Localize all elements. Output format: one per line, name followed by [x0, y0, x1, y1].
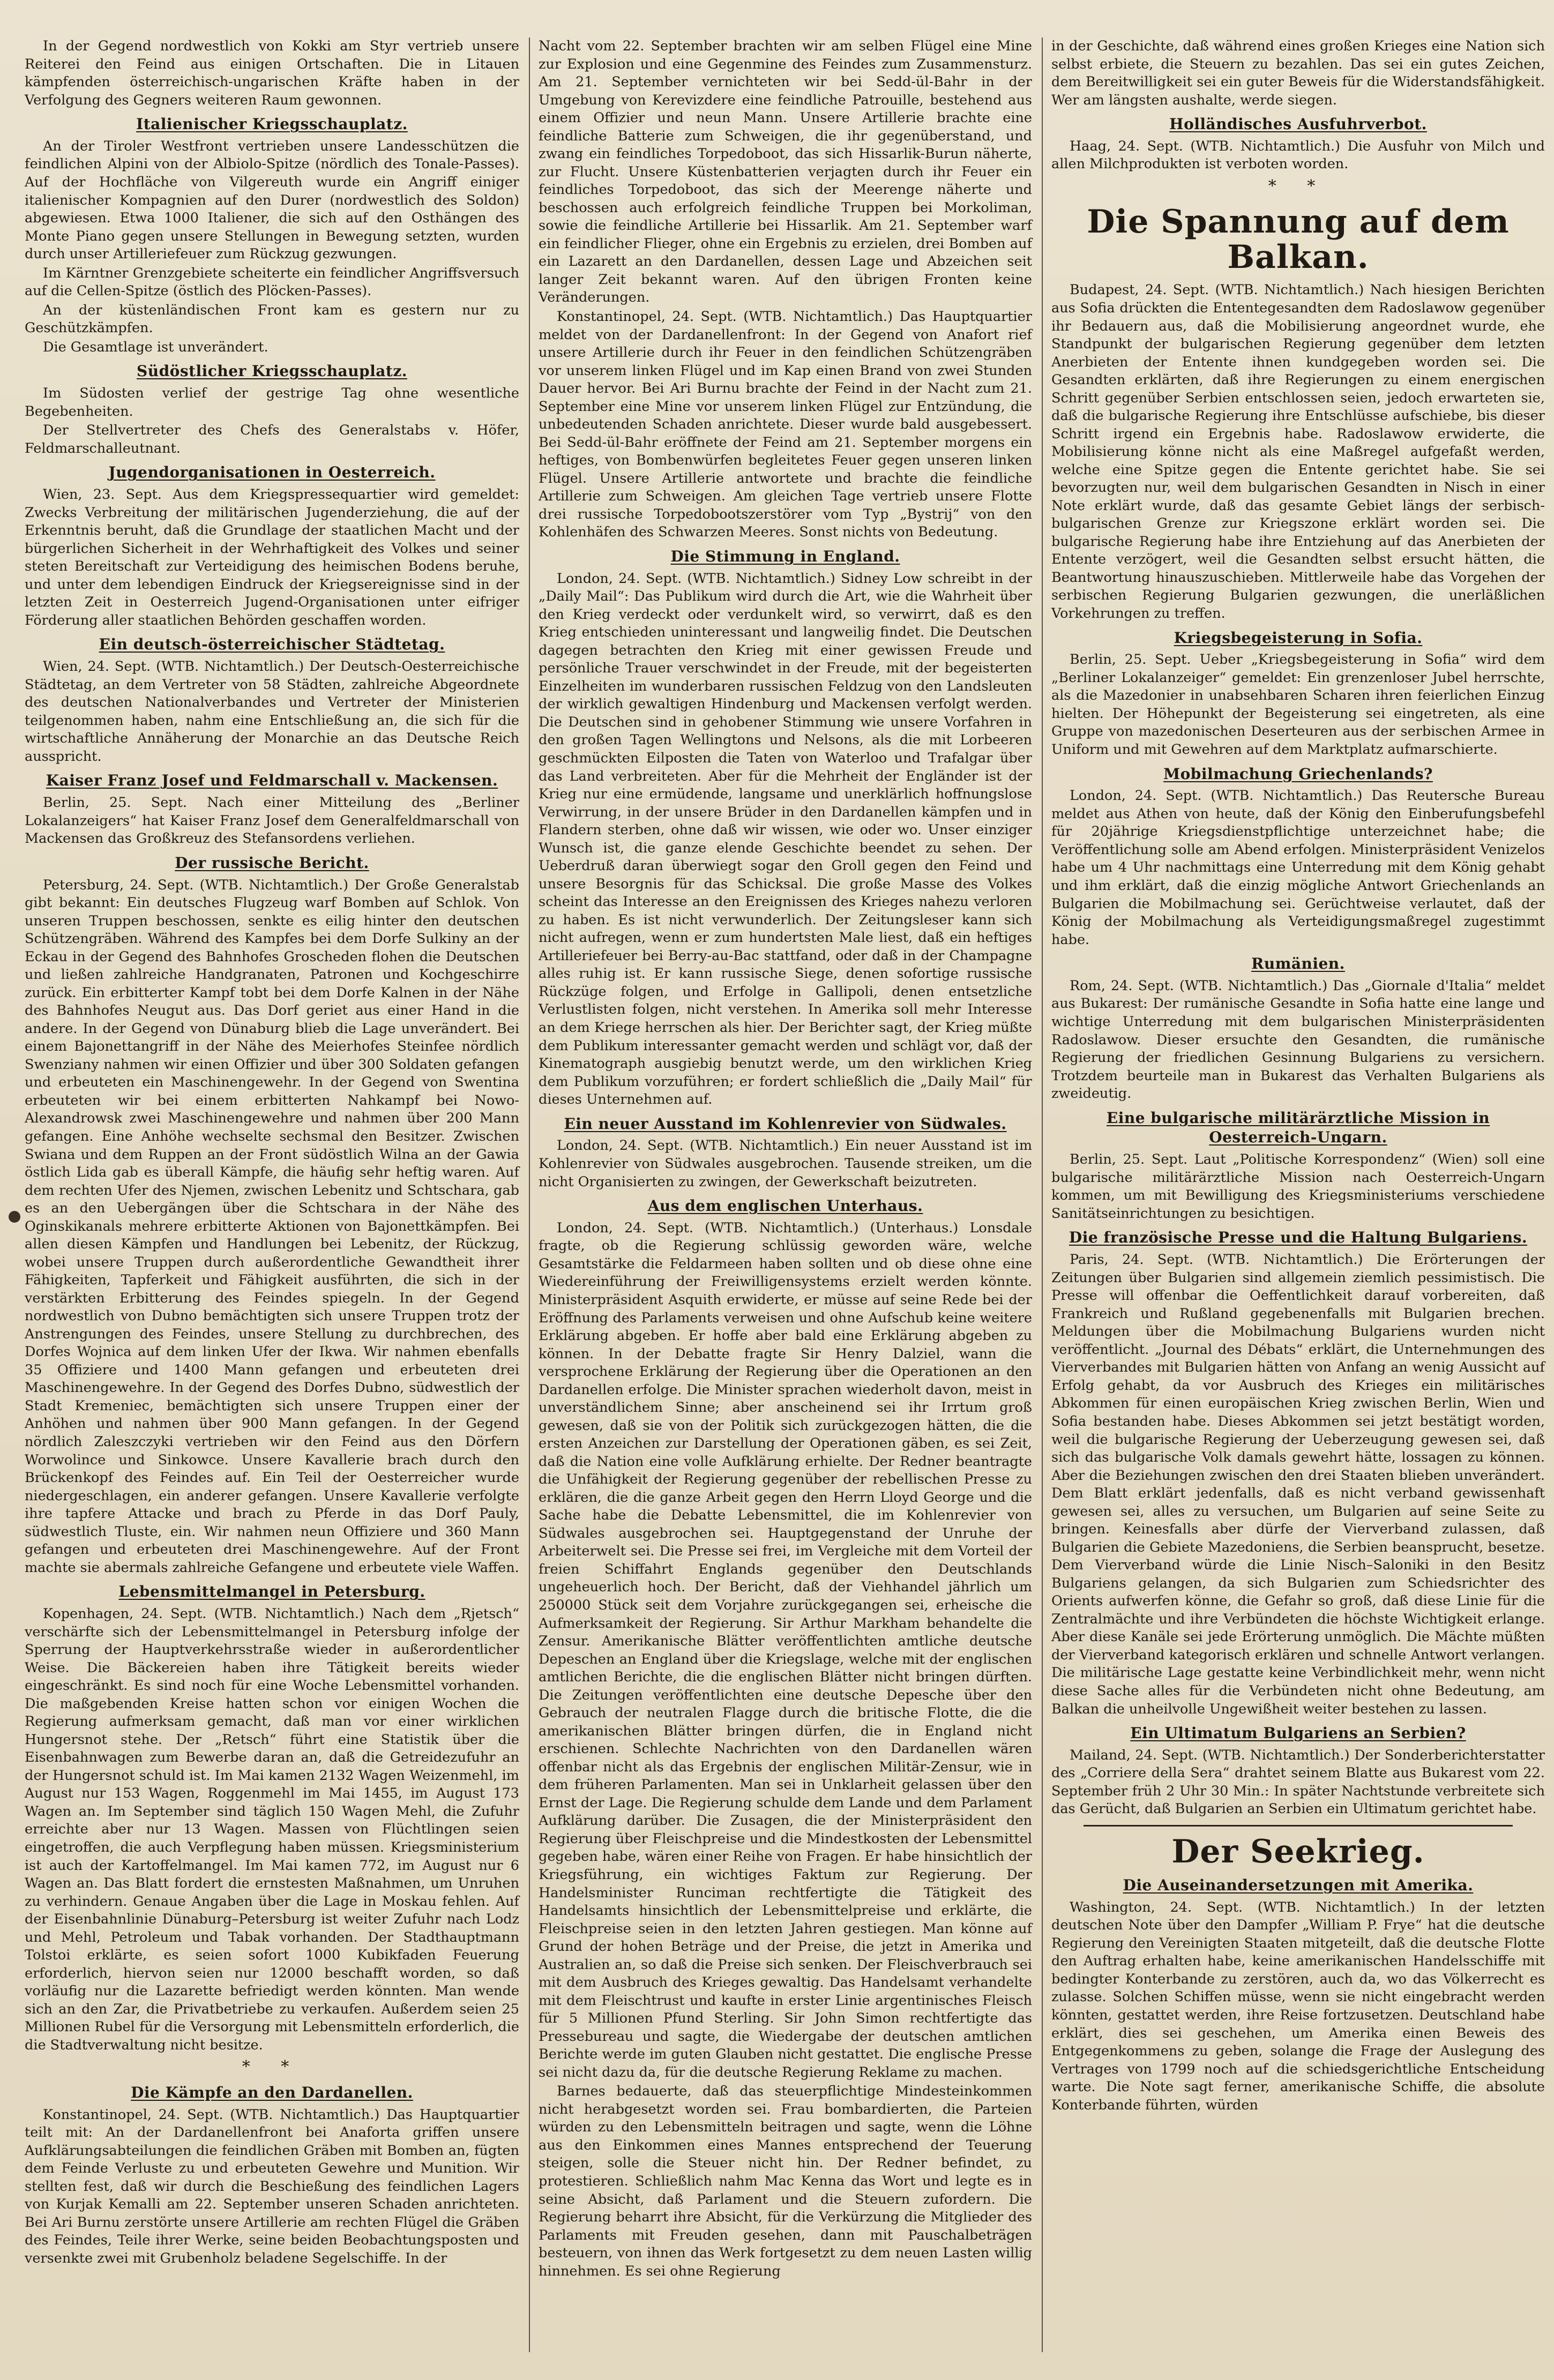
- article-paragraph: in der Geschichte, daß während eines großen Krieges eine Nation sich selbst erbiete, die Steuern zu bezahlen. Das sei ein gutes Zeichen, dem Bereitwilligkeit sei ein guter Beweis für die Widerstandsfähigkeit. Wer am längsten aushalte, werde siegen.: [1051, 38, 1545, 108]
- section-heading: Lebensmittelmangel in Petersburg.: [118, 1583, 425, 1601]
- section-heading: Eine bulgarische militärärztliche Mission in Oesterreich-Ungarn.: [1106, 1109, 1490, 1147]
- article-paragraph: Mailand, 24. Sept. (WTB. Nichtamtlich.) Der Sonderberichterstatter des „Corriere della Sera“ drahtet seinem Blatte aus Bukarest vom 22. September früh 2 Uhr 30 Min.: In später Nachtstunde verbreitete sich das Gerücht, daß Bulgarien an Serbien ein Ultimatum gerichtet habe.: [1051, 1747, 1545, 1817]
- article-paragraph: Paris, 24. Sept. (WTB. Nichtamtlich.) Die Erörterungen der Zeitungen über Bulgarien sind allgemein ziemlich pessimistisch. Die Presse will offenbar die Oeffentlichkeit darauf vorbereiten, daß Frankreich und Rußland gegebenenfalls mit Bulgarien brechen. Meldungen über die Mobilmachung Bulgariens wurden nicht veröffentlicht. „Journal des Débats“ erklärt, die Unternehmungen des Vierverbandes mit Bulgarien hätten von Anfang an wenig Aussicht auf Erfolg gehabt, da vor Ausbruch des Krieges ein militärisches Abkommen für einen europäischen Krieg zwischen Berlin, Wien und Sofia bestanden habe. Dieses Abkommen sei jetzt bestätigt worden, weil die bulgarische Regierung der Ueberzeugung gewesen sei, daß sich das bulgarische Volk damals gewehrt hätte, lossagen zu können. Aber die Beziehungen zwischen den drei Staaten blieben unverändert. Dem Blatt erklärt jedenfalls, daß es nicht verband gewissenhaft gewesen sei, alles zu versuchen, um Bulgarien auf seine Seite zu bringen. Keinesfalls aber dürfe der Vierverband zulassen, daß Bulgarien die Gebiete Mazedoniens, die Serbien beansprucht, besetze. Dem Vierverband würde die Linie Nisch–Saloniki in den Besitz Bulgariens gelangen, da sich Bulgarien zum Schiedsrichter des Orients aufwerfen könne, die Gefahr so groß, daß diese Linie für die Zentralmächte und ihre Verbündeten die höchste Wichtigkeit erlange. Aber diese Kanäle sei jede Erörterung unmöglich. Die Mächte müßten der Vierverband kategorisch erklären und schnelle Antwort verlangen. Die militärische Lage gestatte keine Verbindlichkeit mehr, wenn nicht diese Sache alles für die Verbündeten nicht ohne Bedeutung, am Balkan die unheilvolle Ungewißheit weiter bestehen zu lassen.: [1051, 1252, 1545, 1717]
- article-paragraph: Berlin, 25. Sept. Laut „Politische Korrespondenz“ (Wien) soll eine bulgarische militärärztliche Mission nach Oesterreich-Ungarn kommen, um mit Bewilligung des Kriegsministeriums verschiedene Sanitätseinrichtungen zu besichtigen.: [1051, 1151, 1545, 1222]
- article-paragraph: An der küstenländischen Front kam es gestern nur zu Geschützkämpfen.: [25, 302, 519, 336]
- major-heading: Die Spannung auf dem Balkan.: [1087, 203, 1510, 276]
- article-paragraph: London, 24. Sept. (WTB. Nichtamtlich.) Das Reutersche Bureau meldet aus Athen von heute, daß der König den Einberufungsbefehl für 20jährige Kriegsdienstpflichtige unterzeichnet habe; die Veröffentlichung solle am Abend erfolgen. Ministerpräsident Venizelos habe um 4 Uhr nachmittags eine Unterredung mit dem König gehabt und ihm erklärt, daß die einzig mögliche Antwort Griechenlands an Bulgarien die Mobilmachung sei. Gerüchtweise verlautet, daß der König der Mobilmachung als Verteidigungsmaßregel zugestimmt habe.: [1051, 788, 1545, 948]
- section-heading: Die Stimmung in England.: [670, 547, 900, 565]
- article-paragraph: In der Gegend nordwestlich von Kokki am Styr vertrieb unsere Reiterei den Feind aus einigen Ortschaften. Die in Litauen kämpfenden österreichisch-ungarischen Kräfte haben in der Verfolgung des Gegners weiteren Raum gewonnen.: [25, 38, 519, 108]
- section-heading: Rumänien.: [1251, 955, 1345, 973]
- article-paragraph: Budapest, 24. Sept. (WTB. Nichtamtlich.) Nach hiesigen Berichten aus Sofia drückten die Ententegesandten dem Radoslawow gegenüber ihr Bedauern aus, daß die Mobilisierung angeordnet wurde, ehe Standpunkt der bulgarischen Regierung gegenüber dem letzten Anerbieten der Entente ihnen kundgegeben worden sei. Die Gesandten erklärten, daß ihre Regierungen zu einem energischen Schritt gegenüber Serbien entschlossen seien, jedoch erwarteten sie, daß die bulgarische Regierung ihre Entschlüsse aufschiebe, bis dieser Schritt irgend ein Ergebnis habe. Radoslawow erwiderte, die Mobilisierung könne nicht als eine Maßregel aufgefaßt werden, welche eine Spitze gegen die Entente gerichtet habe. Sie sei bevorzugten nur, weil dem bulgarischen Gesandten in Nisch in einer Note erklärt wurde, daß das gesamte Gebiet längs der serbisch-bulgarischen Grenze zur Kriegszone erklärt worden sei. Die bulgarische Regierung habe ihre Entziehung auf das Anerbieten der Entente verzögert, weil die Gesandten selbst ersucht hätten, die Beantwortung hinauszuschieben. Mittlerweile habe das Vorgehen der serbischen Regierung Bulgarien gezwungen, die unerläßlichen Vorkehrungen zu treffen.: [1051, 282, 1545, 622]
- column-right: [1042, 38, 1553, 2352]
- article-paragraph: Der Stellvertreter des Chefs des Generalstabs v. Höfer, Feldmarschalleutnant.: [25, 422, 519, 456]
- section-heading: Mobilmachung Griechenlands?: [1163, 765, 1433, 783]
- section-heading: Holländisches Ausfuhrverbot.: [1169, 115, 1427, 133]
- article-paragraph: Berlin, 25. Sept. Ueber „Kriegsbegeisterung in Sofia“ wird dem „Berliner Lokalanzeiger“ gemeldet: Ein grenzenloser Jubel herrschte, als die Mazedonier in unabsehbaren Scharen ihren feierlichen Einzug hielten. Der Höhepunkt der Begeisterung sei eingetreten, als eine Gruppe von mazedonischen Deserteuren aus der serbischen Armee in Uniform und mit Gewehren auf dem Marktplatz aufmarschierte.: [1051, 652, 1545, 758]
- column-middle: [529, 38, 1041, 2352]
- section-heading: Jugendorganisationen in Oesterreich.: [108, 463, 436, 482]
- section-heading: Ein neuer Ausstand im Kohlenrevier von Südwales.: [564, 1114, 1007, 1133]
- section-heading: Italienischer Kriegsschauplatz.: [136, 115, 408, 133]
- article-paragraph: Konstantinopel, 24. Sept. (WTB. Nichtamtlich.) Das Hauptquartier teilt mit: An der Dardanellenfront bei Anaforta griffen unsere Aufklärungsabteilungen die feindlichen Gräben mit Bomben an, fügten dem Feinde Verluste zu und erbeuteten Gewehre und Munition. Wir stellten fest, daß wir durch die Beschießung des feindlichen Lagers von Kurjak Kemalli am 22. September unseren Schaden anrichteten. Bei Ari Burnu zerstörte unsere Artillerie am rechten Flügel die Gräben des Feindes, Teile ihrer Werke, seine beiden Beobachtungsposten und versenkte zwei mit Grubenholz beladene Segelschiffe. In der: [25, 2106, 519, 2266]
- article-paragraph: Petersburg, 24. Sept. (WTB. Nichtamtlich.) Der Große Generalstab gibt bekannt: Ein deutsches Flugzeug warf Bomben auf Schlok. Von unseren Truppen beschossen, senkte es eilig hinter den deutschen Schützengräben. Während des Kampfes bei dem Dorfe Sulkiny an der Eckau in der Gegend des Bahnhofes Groscheden flohen die Deutschen und ließen zahlreiche Handgranaten, Patronen und Kochgeschirre zurück. Ein erbitterter Kampf tobt bei dem Dorfe Kalnen in der Nähe des Bahnhofes Neugut aus. Das Dorf geriet aus einer Hand in die andere. In der Gegend von Dünaburg blieb die Lage unverändert. Bei einem Bajonettangriff in der Nähe des Meierhofes Steinfee nördlich Swenziany nahmen wir einen Offizier und über 300 Soldaten gefangen und erbeuteten ein Maschinengewehr. In der Gegend von Swentina erbeuteten wir bei einem erbitterten Nahkampf bei Nowo-Alexandrowsk zwei Maschinengewehre und nahmen über 200 Mann gefangen. Eine Anhöhe wechselte sechsmal den Besitzer. Zwischen Swiana und dem Ruppen an der Front südöstlich Wilna an der Gawia östlich Lida gab es überall Kämpfe, die häufig sehr heftig waren. Auf dem rechten Ufer des Njemen, zwischen Lebenitz und Schtschara, gab es an den Uebergängen über die Schtschara in der Nähe des Oginskikanals mehrere erbitterte Aktionen von Bajonettkämpfen. Bei allen diesen Kämpfen und Handlungen bei Lebenitz, der Rückzug, wobei unsere Truppen durch außerordentliche Gewandtheit ihrer Fähigkeiten, Tapferkeit und Fähigkeit ausführten, die sich in der verstärkten Erbitterung des Feindes spiegeln. In der Gegend nordwestlich von Dubno bemächtigten sich unsere Truppen trotz der Anstrengungen des Feindes, unsere Stellung zu durchbrechen, des Dorfes Wojnica auf dem linken Ufer der Ikwa. Wir nahmen ebenfalls 35 Offiziere und 1400 Mann gefangen und erbeuteten drei Maschinengewehre. In der Gegend des Dorfes Dubno, südwestlich der Stadt Kremeniec, bemächtigten sich unsere Truppen einer der Anhöhen und nahmen über 900 Mann gefangen. In der Gegend nördlich Zaleszczyki vertrieben wir den Feind aus den Dörfern Worwolince und Sinkowce. Unsere Kavallerie brach durch den Brückenkopf des Feindes auf. Ein Teil der Oesterreicher wurde niedergeschlagen, ein anderer gefangen. Unsere Kavallerie verfolgte ihre tapfere Attacke und brach zu Pferde in das Dorf Pauly, südwestlich Tluste, ein. Wir nahmen neun Offiziere und 360 Mann gefangen und erbeuteten drei Maschinengewehre. Auf der Front machte sie abermals zahlreiche Gefangene und erbeutete viele Waffen.: [25, 877, 519, 1576]
- section-rule: [1084, 1825, 1513, 1827]
- columns: [16, 38, 1545, 2352]
- article-paragraph: Konstantinopel, 24. Sept. (WTB. Nichtamtlich.) Das Hauptquartier meldet von der Dardanellenfront: In der Gegend von Anafort rief unsere Artillerie durch ihr Feuer in den feindlichen Schützengräben vor unserem linken Flügel und im Kap einen Brand von zwei Stunden Dauer hervor. Bei Ari Burnu brachte der Feind in der Nacht zum 21. September eine Mine vor unserem linken Flügel zur Entzündung, die unbedeutenden Schaden anrichtete. Dieser wurde bald ausgebessert. Bei Sedd-ül-Bahr eröffnete der Feind am 21. September morgens ein heftiges, von Bombenwürfen begleitetes Feuer gegen unseren linken Flügel. Unsere Artillerie antwortete und brachte die feindliche Artillerie zum Schweigen. Am gleichen Tage vertrieb unsere Flotte drei russische Torpedobootszerstörer vom Typ „Bystrij“ von den Kohlenhäfen des Schwarzen Meeres. Sonst nichts von Bedeutung.: [539, 308, 1032, 541]
- article-paragraph: Im Südosten verlief der gestrige Tag ohne wesentliche Begebenheiten.: [25, 385, 519, 420]
- article-paragraph: Barnes bedauerte, daß das steuerpflichtige Mindesteinkommen nicht herabgesetzt worden sei. Frau bombardierten, die Parteien würden zu den Lebensmitteln beitragen und sagte, wenn die Löhne aus den Einkommen eines Mannes entsprechend der Teuerung steigen, solle die Steuer nicht hin. Der Redner befindet, zu protestieren. Schließlich nahm Mac Kenna das Wort und legte es in seine Absicht, daß Parlament und die Steuern zufordern. Die Regierung beharrt ihre Absicht, für die Verkürzung die Mitglieder des Parlaments mit Freuden gesehen, dann mit Pauschalbeträgen besteuern, von ihnen das Werk fortgesetzt zu dem neuen Lasten willig hinnehmen. Es sei ohne Regierung: [539, 2083, 1032, 2279]
- column-left: [16, 38, 528, 2352]
- article-paragraph: Haag, 24. Sept. (WTB. Nichtamtlich.) Die Ausfuhr von Milch und allen Milchprodukten ist verboten worden.: [1051, 138, 1545, 173]
- article-paragraph: Wien, 23. Sept. Aus dem Kriegspressequartier wird gemeldet: Zwecks Verbreitung der militärischen Jugenderziehung, die auf der Erkenntnis beruht, daß die Grundlage der staatlichen Macht und der bürgerlichen Sicherheit in der Wehrhaftigkeit des Volkes und seiner steten Bereitschaft zur Verteidigung des heimischen Bodens beruhe, und unter dem lebendigen Eindruck der Kriegsereignisse sind in der letzten Zeit in Oesterreich Jugend-Organisationen unter eifriger Förderung aller staatlichen Behörden geschaffen worden.: [25, 487, 519, 628]
- article-paragraph: Wien, 24. Sept. (WTB. Nichtamtlich.) Der Deutsch-Oesterreichische Städtetag, an dem Vertreter von 58 Städten, zahlreiche Abgeordnete des deutschen Nationalverbandes und Vertreter der Ministerien teilgenommen haben, nahm eine Entschließung an, die sich für die wirtschaftliche Annäherung der Monarchie an das Deutsche Reich ausspricht.: [25, 658, 519, 765]
- section-heading: Ein Ultimatum Bulgariens an Serbien?: [1130, 1724, 1466, 1742]
- article-paragraph: Rom, 24. Sept. (WTB. Nichtamtlich.) Das „Giornale d'Italia“ meldet aus Bukarest: Der rumänische Gesandte in Sofia hatte eine lange und wichtige Unterredung mit dem bulgarischen Ministerpräsidenten Radoslawow. Dieser ersuchte den Gesandten, die rumänische Regierung der friedlichen Gesinnung Bulgariens zu versichern. Trotzdem beurteile man in Bukarest das Verhalten Bulgariens als zweideutig.: [1051, 977, 1545, 1102]
- article-paragraph: London, 24. Sept. (WTB. Nichtamtlich.) (Unterhaus.) Lonsdale fragte, ob die Regierung schlüssig geworden wäre, welche Gesamtstärke die Feldarmeen haben sollten und ob diese ohne eine Wiedereinführung der Freiwilligensystems erzielt werden könnte. Ministerpräsident Asquith erwiderte, er müsse auf seine Rede bei der Eröffnung des Parlaments verweisen und ohne Aufschub keine weitere Erklärung abgeben. Er hoffe aber bald eine Erklärung abgeben zu können. In der Debatte fragte Sir Henry Dalziel, wann die versprochene Erklärung der Regierung über die Operationen an den Dardanellen erfolge. Die Minister sprachen wiederholt davon, meist in unverständlichem Sinne; aber anscheinend sei ihr Irrtum groß gewesen, daß sie von der Politik sich zurückgezogen hätten, die die ersten Anzeichen zur Darstellung der Operationen gäben, es sei Zeit, daß die Nation eine volle Aufklärung erhielte. Der Redner beantragte die Unfähigkeit der Regierung gegenüber der rebellischen Presse zu erklären, die die ganze Arbeit gegen den Herrn Lloyd George und die Sache habe die Debatte Lebensmittel, die im Kohlenrevier von Südwales ausgebrochen sei. Hauptgegenstand der Unruhe der Arbeiterwelt sei. Die Presse sei frei, im Vergleiche mit dem Vorteil der freien Schiffahrt Englands gegenüber den Deutschlands ungeheuerlich hoch. Der Bericht, daß der Viehhandel jährlich um 250000 Stück seit dem Vorjahre zurückgegangen sei, erheische die Aufmerksamkeit der Regierung. Sir Arthur Markham behandelte die Zensur. Amerikanische Blätter veröffentlichten amtliche deutsche Depeschen an England über die Kriegslage, welche mit der englischen amtlichen Berichte, die die englischen Blätter nicht bringen dürften. Die Zeitungen veröffentlichten eine deutsche Depesche über den Gebrauch der neutralen Flagge durch die britische Flotte, die die amerikanischen Blätter bringen dürfen, die in England nicht erschienen. Schlechte Nachrichten von den Dardanellen wären offenbar nicht als das Ergebnis der englischen Militär-Zensur, wie in dem früheren Parlamenten. Man sei in Unklarheit gelassen über den Ernst der Lage. Die Regierung schulde dem Lande und dem Parlament Aufklärung darüber. Die Zusagen, die der Ministerpräsident den Regierung über Fleischpreise und die Mindestkosten der Lebensmittel gegeben habe, wären einer Reihe von Fragen. Er habe hinsichtlich der Kriegsführung, ein wichtiges Faktum zur Regierung. Der Handelsminister Runciman rechtfertigte die Tätigkeit des Handelsamts hinsichtlich der Lebensmittelpreise und erklärte, die Fleischpreise seien in den letzten Jahren gestiegen. Man könne auf Grund der hohen Beträge und der Preise, die jetzt in Amerika und Australien an, so daß die Preise sich senken. Der Fleischverbrauch sei mit dem Ausbruch des Krieges gewaltig. Das Handelsamt verhandelte mit dem Fleischtrust und kaufte in erster Linie argentinisches Fleisch für 5 Millionen Pfund Sterling. Sir John Simon rechtfertigte das Pressebureau und sagte, die Wiedergabe der deutschen amtlichen Berichte werde im guten Glauben nicht gestattet. Die englische Presse sei nicht dazu da, für die deutsche Regierung Reklame zu machen.: [539, 1219, 1032, 2080]
- section-heading: Der russische Bericht.: [175, 854, 369, 872]
- article-paragraph: Im Kärntner Grenzgebiete scheiterte ein feindlicher Angriffsversuch auf die Cellen-Spitze (östlich des Plöcken-Passes).: [25, 265, 519, 300]
- section-heading: Die Kämpfe an den Dardanellen.: [131, 2083, 413, 2101]
- section-heading: Ein deutsch-österreichischer Städtetag.: [99, 635, 445, 654]
- section-heading: Kriegsbegeisterung in Sofia.: [1174, 628, 1423, 647]
- section-divider-stars: * *: [242, 2057, 302, 2077]
- article-paragraph: Kopenhagen, 24. Sept. (WTB. Nichtamtlich.) Nach dem „Rjetsch“ verschärfte sich der Lebensmittelmangel in Petersburg infolge der Sperrung der Hauptverkehrsstraße wieder in außerordentlicher Weise. Die Bäckereien haben ihre Tätigkeit bereits wieder eingeschränkt. Es sind noch für eine Woche Lebensmittel vorhanden. Die maßgebenden Kreise hatten schon vor einigen Wochen die Regierung aufmerksam gemacht, daß man vor einer wirklichen Hungersnot stehe. Der „Retsch“ führt eine Statistik über die Eisenbahnwagen zum Bewerbe daran an, daß die Getreidezufuhr an der Hungersnot schuld ist. Im Mai kamen 2132 Wagen Weizenmehl, im August nur 153 Wagen, Roggenmehl im Mai 1455, im August 173 Wagen an. Im September sind täglich 150 Wagen Mehl, die Zufuhr erreichte aber nur 13 Wagen. Massen von Flüchtlingen seien eingetroffen, die auch Verpflegung haben müssen. Kriegsministerium ist auch der Kartoffelmangel. Im Mai kamen 772, im August nur 6 Wagen an. Das Blatt fordert die ernstesten Maßnahmen, um Unruhen zu verhindern. Genaue Angaben über die Lage in Moskau fehlen. Auf der Eisenbahnlinie Dünaburg–Petersburg ist weiter Zufuhr nach Lodz und Mehl, Petroleum und Tabak vorhanden. Der Stadthauptmann Tolstoi erklärte, es seien sofort 1000 Kubikfaden Feuerung erforderlich, hiervon seien nur 12000 beschafft worden, so daß vorläufig nur die Lazarette befriedigt werden könnten. Man wende sich an den Zar, die Privatbetriebe zu verkaufen. Außerdem seien 25 Millionen Rubel für die Versorgung mit Lebensmitteln erforderlich, die die Stadtverwaltung nicht besitze.: [25, 1606, 519, 2053]
- section-heading: Kaiser Franz Josef und Feldmarschall v. Mackensen.: [46, 772, 498, 790]
- article-paragraph: London, 24. Sept. (WTB. Nichtamtlich.) Sidney Low schreibt in der „Daily Mail“: Das Publikum wird durch die Art, wie die Wahrheit über den Krieg verdeckt oder verdunkelt wird, so verwirrt, daß es den Krieg entschieden uninteressant und langweilig findet. Die Deutschen dagegen betrachten den Krieg mit einer gewissen Freude und persönliche Trauer verschwindet in der Freude, mit der begeisterten Einzelheiten im wunderbaren russischen Feldzug von den Landsleuten der wirklich gewaltigen Hindenburg und Mackensen verfolgt werden. Die Deutschen sind in gehobener Stimmung wie unsere Vorfahren in den großen Tagen Wellingtons und Nelsons, als die mit Lorbeeren geschmückten Eilposten die Taten von Waterloo und Trafalgar über das Land verbreiteten. Aber für die Mehrheit der Engländer ist der Krieg nur eine ermüdende, langsame und unerklärlich hoffnungslose Verwirrung, in der unsere Brüder in den Dardanellen kämpfen und in Flandern sterben, ohne daß wir wissen, wie oder wo. Unser einziger Wunsch ist, die ganze elende Geschichte beendet zu sehen. Der Ueberdruß daran überwiegt sogar den Groll gegen den Feind und unsere Besorgnis für das Schicksal. Die große Masse des Volkes scheint das Interesse an den Ereignissen des Krieges nahezu verloren zu haben. Es ist nicht verwunderlich. Der Zeitungsleser kann sich nicht aufregen, wenn er zum hundertsten Male liest, daß ein heftiges Artilleriefeuer bei Berry-au-Bac stattfand, oder daß in der Champagne alles ruhig ist. Er kann russische Siege, denen sofortige russische Rückzüge folgen, und Erfolge in Gallipoli, denen entsetzliche Verlustlisten folgen, nicht verstehen. In Amerika soll mehr Interesse an dem Kriege herrschen als hier. Der Berichter sagt, der Krieg müßte dem Publikum interessanter gemacht werden und schlägt vor, daß der Kinematograph ausgiebig benutzt werde, um den wirklichen Krieg dem Publikum vorzuführen; er fordert schließlich die „Daily Mail“ für dieses Unternehmen auf.: [539, 570, 1032, 1108]
- binding-hole: [9, 1211, 20, 1223]
- article-paragraph: London, 24. Sept. (WTB. Nichtamtlich.) Ein neuer Ausstand ist im Kohlenrevier von Südwales ausgebrochen. Tausende streiken, um die nicht Organisierten zu zwingen, der Gewerkschaft beizutreten.: [539, 1137, 1032, 1190]
- section-divider-stars: * *: [1268, 177, 1328, 196]
- major-heading: Der Seekrieg.: [1171, 1832, 1425, 1870]
- section-heading: Die Auseinandersetzungen mit Amerika.: [1123, 1876, 1474, 1894]
- article-paragraph: Nacht vom 22. September brachten wir am selben Flügel eine Mine zur Explosion und eine Gegenmine des Feindes zum Zusammensturz. Am 21. September vernichteten wir bei Sedd-ül-Bahr in der Umgebung von Kerevizdere eine feindliche Patrouille, bestehend aus einem Offizier und neun Mann. Unsere Artillerie brachte eine feindliche Batterie zum Schweigen, die ihr gegenüberstand, und zwang ein feindliches Torpedoboot, das sich Hissarlik-Burun näherte, zur Flucht. Unsere Küstenbatterien verjagten durch ihr Feuer ein feindliches Torpedoboot, das sich der Meerenge näherte und beschossen auch erfolgreich feindliche Truppen bei Morkoliman, sowie die feindliche Artillerie bei Hissarlik. Am 21. September warf ein feindlicher Flieger, ohne ein Ergebnis zu erzielen, drei Bomben auf ein Lazarett an den Dardanellen, dessen Lage und Abzeichen seit langer Zeit bekannt waren. Auf den übrigen Fronten keine Veränderungen.: [539, 38, 1032, 306]
- section-heading: Südöstlicher Kriegsschauplatz.: [136, 362, 407, 380]
- section-heading: Die französische Presse und die Haltung Bulgariens.: [1069, 1229, 1528, 1247]
- article-paragraph: Die Gesamtlage ist unverändert.: [43, 339, 268, 355]
- article-paragraph: An der Tiroler Westfront vertrieben unsere Landesschützen die feindlichen Alpini von der Albiolo-Spitze (nördlich des Tonale-Passes). Auf der Hochfläche von Vilgereuth wurde ein Angriff einiger italienischer Kompagnien auf den Durer (nordwestlich des Soldon) abgewiesen. Etwa 1000 Italiener, die sich auf den Osthängen des Monte Piano gegen unsere Stellungen in Bewegung setzten, wurden durch unser Artilleriefeuer zum Rückzug gezwungen.: [25, 138, 519, 263]
- article-paragraph: Berlin, 25. Sept. Nach einer Mitteilung des „Berliner Lokalanzeigers“ hat Kaiser Franz Josef dem Generalfeldmarschall von Mackensen das Großkreuz des Stefansordens verliehen.: [25, 795, 519, 847]
- section-heading: Aus dem englischen Unterhaus.: [647, 1197, 923, 1215]
- article-paragraph: Washington, 24. Sept. (WTB. Nichtamtlich.) In der letzten deutschen Note über den Dampfer „William P. Frye“ hat die deutsche Regierung den Vereinigten Staaten mitgeteilt, daß die deutsche Flotte den Auftrag erhalten habe, keine amerikanischen Handelsschiffe mit bedingter Konterbande zu zerstören, auch da, wo das Völkerrecht es zulasse. Solchen Schiffen müsse, wenn sie nicht eingebracht werden könnten, gestattet werden, ihre Reise fortzusetzen. Deutschland habe erklärt, dies sei geschehen, um Amerika einen Beweis des Entgegenkommens zu geben, solange die Frage der Auslegung des Vertrages von 1799 noch auf die schiedsgerichtliche Entscheidung warte. Die Note sagt ferner, amerikanische Schiffe, die absolute Konterbande führten, würden: [1051, 1899, 1545, 2113]
